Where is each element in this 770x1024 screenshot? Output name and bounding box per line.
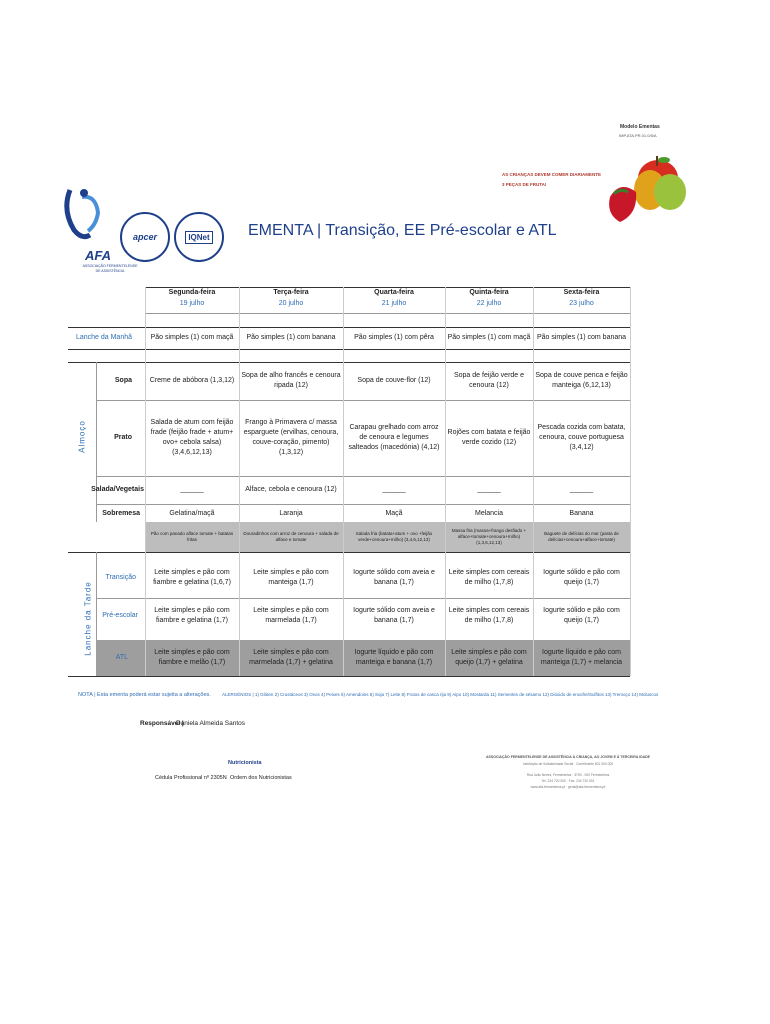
assoc-line2: Instituição de Solidariedade Social · Contribuinte 501 000 000	[522, 762, 614, 766]
transicao-tue: Leite simples e pão com manteiga (1,7)	[253, 569, 329, 586]
day-date-3: 21 julho	[381, 300, 407, 307]
salada-wed: ______	[382, 486, 406, 493]
atl-label: ATL	[115, 654, 128, 661]
day-header-1: Segunda-feira	[168, 289, 216, 296]
sobremesa-thu: Melancia	[474, 509, 503, 517]
fruit-illustration	[600, 152, 695, 227]
sobremesa-wed: Maçã	[385, 509, 403, 517]
day-date-5: 23 julho	[569, 300, 594, 307]
assoc-name: ASSOCIAÇÃO FERMENTELENSE DE ASSISTÊNCIA À CRIANÇA, AO JOVEM E À TERCEIRA IDADE	[486, 755, 650, 759]
atl-fri: Iogurte líquido e pão com manteiga (1,7) + melancia	[540, 649, 623, 666]
day-date-2: 20 julho	[278, 300, 304, 307]
transicao-thu: Leite simples com cereais de milho (1,7,8)	[448, 569, 530, 586]
lanche-manha-tue: Pão simples (1) com banana	[246, 334, 336, 341]
prato-tue: Frango à Primavera c/ massa esparguete (ervilhas, cenoura, couve-coração, pimento) (1,3,12)	[243, 419, 339, 456]
day-header-3: Quarta-feira	[374, 289, 414, 296]
salada-label: Salada/Vegetais	[91, 486, 144, 493]
atl-wed: Iogurte líquido e pão com manteiga e banana (1,7)	[354, 649, 434, 666]
assoc-line3: Rua João Neves, Fermentelos · 3750 - 000 Fermentelos	[526, 773, 610, 777]
fruit-tip-line1: AS CRIANÇAS DEVEM COMER DIARIAMENTE	[502, 172, 602, 177]
sopa-wed: Sopa de couve-flor (12)	[357, 377, 431, 384]
nota: NOTA | Esta ementa poderá estar sujeita a alterações.	[78, 692, 211, 698]
page-title: EMENTA | Transição, EE Pré-escolar e ATL	[248, 222, 557, 239]
pre-escolar-wed: Iogurte sólido com aveia e banana (1,7)	[353, 607, 435, 624]
prato-thu: Rojões com batata e feijão verde cozido (12)	[447, 429, 531, 446]
responsavel-label: Responsável |	[140, 720, 184, 727]
prato-wed: Carapau grelhado com arroz de cenoura e legumes salteados (macedónia) (4,12)	[348, 424, 440, 451]
sobremesa-label: Sobremesa	[102, 509, 140, 517]
alergenios: ALERGÉNIOS | 1) Glúten 2) Crustáceos 3) Ovos 4) Peixes 5) Amendoins 6) Soja 7) Leite 8) Frutos de casca rija 9) Aipo 10) Mostarda 11) Sementes de sésamo 12) Dióxido de enxofre/Sulfitos 13) Tremoço 14) Moluscos	[222, 692, 659, 697]
afa-logo-mark	[60, 185, 105, 245]
day-date-4: 22 julho	[476, 300, 502, 307]
day-header-5: Sexta-feira	[563, 289, 600, 296]
pre-escolar-fri: Iogurte sólido e pão com queijo (1,7)	[543, 607, 620, 624]
pre-escolar-tue: Leite simples e pão com marmelada (1,7)	[253, 607, 329, 624]
transicao-label: Transição	[105, 574, 136, 581]
prato-mon: Salada de atum com feijão frade (feijão frade + atum+ ovo+ cebola salsa) (3,4,6,12,13)	[150, 419, 234, 456]
apcer-badge	[120, 212, 170, 262]
almoco-label: Almoço	[77, 420, 87, 453]
sopa-fri: Sopa de couve penca e feijão manteiga (6,12,13)	[535, 372, 628, 389]
transicao-mon: Leite simples e pão com fiambre e gelatina (1,6,7)	[153, 569, 231, 586]
model-code: IMP.ATA.PR.01.0/5/A	[619, 133, 657, 138]
transicao-fri: Iogurte sólido e pão com queijo (1,7)	[543, 569, 620, 586]
lanche-manha-wed: Pão simples (1) com pêra	[354, 334, 434, 341]
lanche-tarde-label: Lanche da Tarde	[83, 581, 93, 656]
assoc-line4: Tel. 234 720 000 · Fax. 234 720 001	[541, 779, 595, 783]
apcer-text: apcer	[132, 232, 158, 242]
sopa-thu: Sopa de feijão verde e cenoura (12)	[453, 372, 525, 389]
sobremesa-fri: Banana	[569, 509, 594, 517]
pre-escolar-thu: Leite simples com cereais de milho (1,7,8)	[448, 607, 530, 624]
sobremesa-mon: Gelatina/maçã	[169, 509, 215, 517]
day-date-1: 19 julho	[179, 300, 205, 307]
sobremesa-tue: Laranja	[279, 509, 303, 517]
alternativa-thu: Massa fria (massa+frango desfiado + alface+tomate+cenoura+milho) (1,3,6,12,13)	[451, 528, 527, 545]
alternativa-fri: Baguete de delícias do mar (pasta de delícias+cenoura+alface+tomate)	[544, 531, 619, 542]
transicao-wed: Iogurte sólido com aveia e banana (1,7)	[353, 569, 435, 586]
model-label: Modelo Ementas	[620, 124, 660, 130]
prato-label: Prato	[114, 434, 132, 441]
alternativa-tue: Douradinhos com arroz de cenoura + salada de alface e tomate	[243, 531, 339, 542]
iqnet-badge	[174, 212, 224, 262]
atl-thu: Leite simples e pão com queijo (1,7) + gelatina	[451, 649, 527, 666]
sopa-label: Sopa	[114, 377, 132, 384]
salada-mon: ______	[180, 486, 204, 493]
afa-logo-text: AFA	[85, 248, 111, 263]
lanche-manha-thu: Pão simples (1) com maçã	[447, 334, 531, 341]
salada-fri: ______	[569, 486, 594, 493]
responsavel-name: Daniela Almeida Santos	[176, 720, 246, 727]
fruit-tip-line2: 3 PEÇAS DE FRUTA!	[502, 182, 547, 187]
alternativa-wed: Salada fria (batata+atum + ovo +feijão verde+cenoura+milho) (3,4,6,12,13)	[355, 531, 433, 542]
atl-tue: Leite simples e pão com marmelada (1,7) + gelatina	[249, 649, 333, 666]
pre-escolar-label: Pré-escolar	[102, 612, 138, 619]
salada-tue: Alface, cebola e cenoura (12)	[245, 486, 337, 493]
afa-logo-subtitle: ASSOCIAÇÃO FERMENTELENSE DE ASSISTÊNCIA	[82, 264, 138, 273]
sopa-mon: Creme de abóbora (1,3,12)	[149, 377, 235, 384]
pre-escolar-mon: Leite simples e pão com fiambre e gelatina (1,7)	[154, 607, 230, 624]
lanche-manha-mon: Pão simples (1) com maçã	[150, 334, 234, 341]
atl-mon: Leite simples e pão com fiambre e melão (1,7)	[154, 649, 230, 666]
day-header-2: Terça-feira	[273, 289, 309, 296]
lanche-manha-fri: Pão simples (1) com banana	[536, 334, 627, 341]
nutricionista-title: Nutricionista	[228, 760, 262, 766]
iqnet-text: IQNet	[185, 231, 212, 244]
sopa-tue: Sopa de alho francês e cenoura ripada (12)	[241, 372, 341, 389]
cedula: Cédula Profissional nº 2305N	[155, 775, 227, 781]
prato-fri: Pescada cozida com batata, cenoura, couve portuguesa (3,4,12)	[537, 424, 626, 451]
salada-thu: ______	[477, 486, 501, 493]
ordem: Ordem dos Nutricionistas	[230, 775, 292, 781]
alternativa-mon: Pão com panado alface tomate + batatas fritas	[150, 531, 234, 542]
day-header-4: Quinta-feira	[469, 289, 509, 296]
lanche-manha-label: Lanche da Manhã	[75, 334, 132, 341]
assoc-line5: www.afa-fermentelos.pt · geral@afa-fermentelos.pt	[530, 785, 606, 789]
